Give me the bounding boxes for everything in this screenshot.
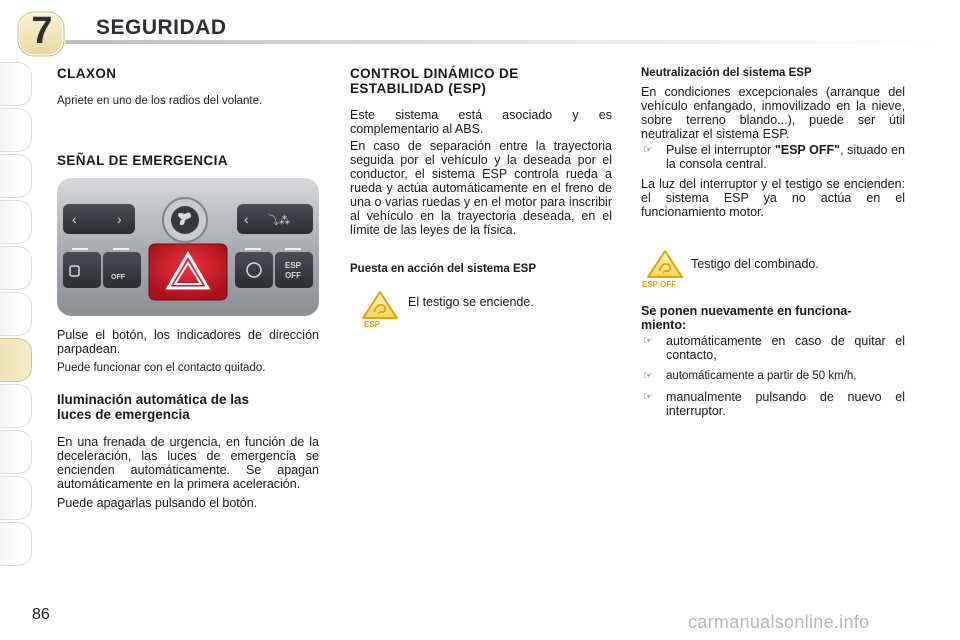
esp-heading [350,66,612,96]
esp-off-instruction-after: , situado en la consola central. [666,143,905,171]
esp-indicator-row [350,290,612,331]
esp-neutral-heading: Neutralización del sistema ESP [641,67,812,79]
svg-text:‹: ‹ [244,211,249,227]
photo-esp-label: ESP [285,261,302,270]
chapter-number: 7 [31,10,53,52]
esp-activation-heading: Puesta en acción del sistema ESP [350,263,536,275]
restart-heading-line2: miento: [641,318,687,332]
esp-text-2: En caso de separación entre la trayectoria seguida por el vehículo y la deseada por el conductor, el sistema ESP controla rueda a rueda y actúa automáticamente en el freno de una o varias ruedas y en el motor para inscribir al vehículo en la trayectoria deseada, en el límite de las leyes de la física. [350,139,612,237]
side-tab[interactable] [0,200,32,244]
emergency-text-1: Pulse el botón, los indicadores de dirección parpadean. [57,328,319,356]
svg-text:‹: ‹ [72,211,77,227]
restart-item [641,390,905,418]
side-tab[interactable] [0,108,32,152]
esp-off-warning-icon [641,249,689,292]
hand-pointer-icon: ☞ [643,335,653,347]
auto-emergency-heading [57,392,319,422]
auto-emergency-text-1: En una frenada de urgencia, en función de la deceleración, las luces de emergencia se encienden automáticamente. Se apagan automáticamente en la primera aceleración. [57,435,319,491]
restart-item [641,334,905,362]
photo-esp-off-label: OFF [285,271,301,280]
side-tab[interactable] [0,522,32,566]
hand-pointer-icon: ☞ [643,391,653,403]
restart-heading [641,304,905,332]
esp-off-icon-label: ESP OFF [642,280,677,289]
side-tab[interactable] [0,246,32,290]
svg-text:⤵︎⁂: ⤵︎⁂ [268,215,290,227]
claxon-heading: CLAXON [57,66,117,81]
esp-icon-label: ESP [364,320,381,328]
watermark: carmanualsonline.info [688,612,870,632]
esp-light-text: La luz del interruptor y el testigo se encienden: el sistema ESP ya no actúa en el funcionamiento motor. [641,177,905,219]
chapter-badge [14,8,70,60]
side-tab[interactable] [0,62,32,106]
esp-warning-icon [360,290,400,331]
side-tab-active[interactable] [0,338,32,382]
esp-off-instruction-before: Pulse el interruptor [666,143,775,157]
photo-off-label: OFF [111,274,125,281]
column-left [57,66,319,510]
hand-pointer-icon: ☞ [643,144,653,156]
restart-item-text: manualmente pulsando de nuevo el interruptor. [666,390,905,418]
claxon-text: Apriete en uno de los radios del volante. [57,95,263,107]
esp-text-1: Este sistema está asociado y es complementario al ABS. [350,108,612,136]
restart-item [641,369,905,383]
header-rule [60,40,940,44]
page-number: 86 [32,606,50,623]
indicator-text: Testigo del combinado. [691,257,819,271]
side-tab[interactable] [0,384,32,428]
restart-heading-line1: Se ponen nuevamente en funciona- [641,304,852,318]
esp-off-instruction [641,143,905,171]
auto-emergency-heading-line2: luces de emergencia [57,407,190,422]
hazard-console-photo [57,178,319,316]
column-right [641,66,905,418]
esp-off-indicator-row [641,249,905,292]
side-tab[interactable] [0,292,32,336]
chapter-side-tabs [0,62,34,582]
side-tab[interactable] [0,154,32,198]
side-tab[interactable] [0,430,32,474]
esp-heading-line2: ESTABILIDAD (ESP) [350,81,487,96]
emergency-heading: SEÑAL DE EMERGENCIA [57,153,228,168]
auto-emergency-text-2: Puede apagarlas pulsando el botón. [57,496,258,510]
svg-text:›: › [117,211,122,227]
side-tab[interactable] [0,476,32,520]
esp-off-button-name: "ESP OFF" [774,143,841,157]
auto-emergency-heading-line1: Iluminación automática de las [57,392,250,407]
emergency-text-2: Puede funcionar con el contacto quitado. [57,362,266,374]
esp-activation-text: El testigo se enciende. [408,295,534,309]
restart-item-text: automáticamente en caso de quitar el contacto, [666,334,905,362]
chapter-title: SEGURIDAD [96,16,227,39]
esp-heading-line1: CONTROL DINÁMICO DE [350,66,519,81]
esp-neutral-text: En condiciones excepcionales (arranque del vehículo enfangado, inmovilizado en la nieve, sobre terreno blando...), puede ser útil neutralizar el sistema ESP. [641,85,905,141]
hand-pointer-icon: ☞ [643,370,653,382]
column-middle [350,66,612,331]
restart-item-text: automáticamente a partir de 50 km/h, [666,370,857,382]
